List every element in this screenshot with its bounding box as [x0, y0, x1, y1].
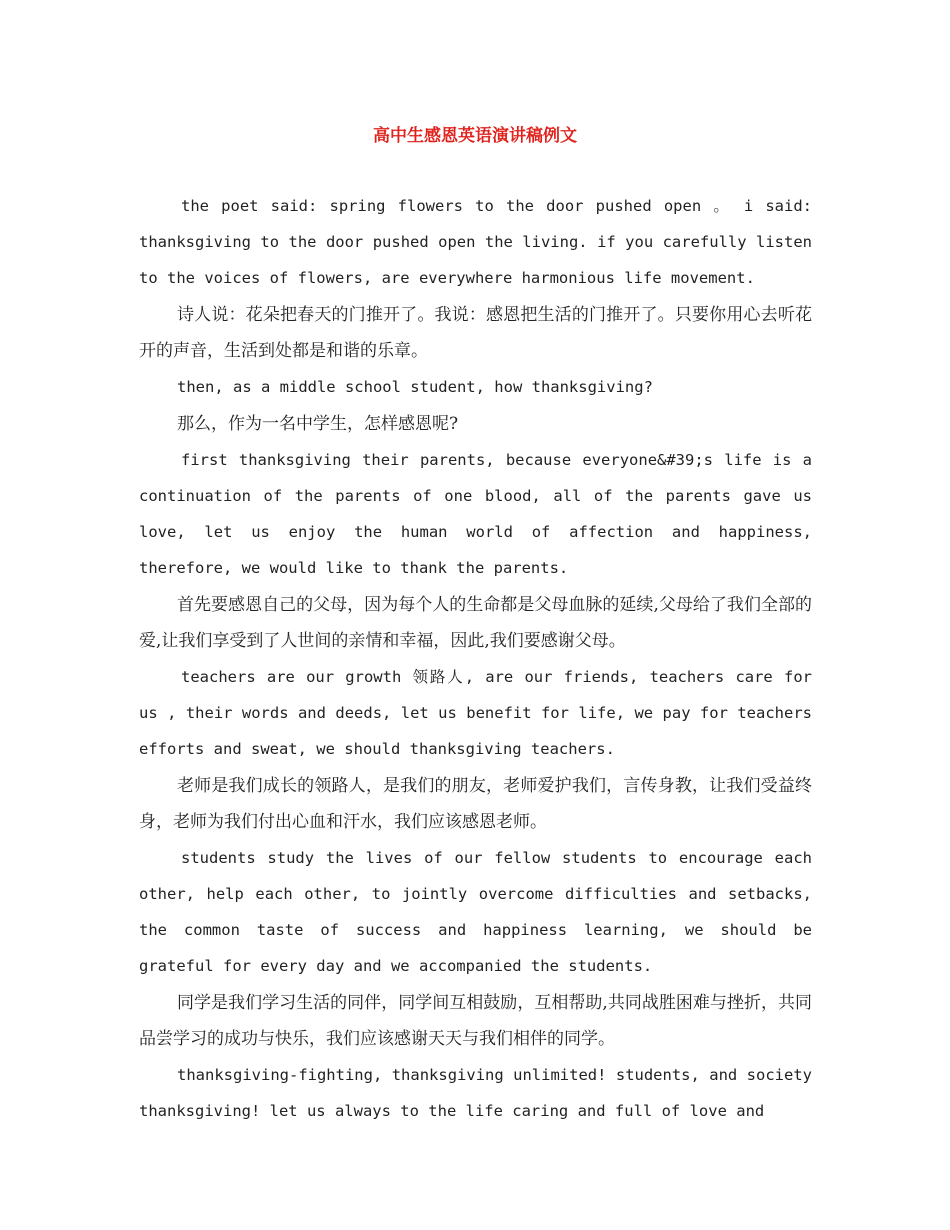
paragraph-en-6: thanksgiving-fighting, thanksgiving unlimited! students, and society thanksgiving! let us always to the life caring and full of love and	[139, 1066, 812, 1120]
paragraph-en-5: students study the lives of our fellow students to encourage each other, help each other, to jointly overcome difficulties and setbacks, the common taste of success and happiness learning, we should be grateful for every day and we accompanied the students.	[139, 849, 812, 975]
paragraph-en-3: first thanksgiving their parents, because everyone&#39;s life is a continuation of the parents of one blood, all of the parents gave us love, let us enjoy the human world of affection and happiness, therefore, we would like to thank the parents.	[139, 451, 812, 577]
paragraph-en-4: teachers are our growth 领路人, are our friends, teachers care for us , their words and deeds, let us benefit for life, we pay for teachers efforts and sweat, we should thanksgiving teachers.	[139, 668, 812, 758]
paragraph-cn-5: 同学是我们学习生活的同伴，同学间互相鼓励，互相帮助,共同战胜困难与挫折，共同品尝学习的成功与快乐，我们应该感谢天天与我们相伴的同学。	[139, 993, 812, 1049]
paragraph-cn-3: 首先要感恩自己的父母，因为每个人的生命都是父母血脉的延续,父母给了我们全部的爱,让我们享受到了人世间的亲情和幸福，因此,我们要感谢父母。	[139, 595, 812, 651]
document-body	[139, 188, 812, 1129]
paragraph-cn-1: 诗人说：花朵把春天的门推开了。我说：感恩把生活的门推开了。只要你用心去听花开的声音，生活到处都是和谐的乐章。	[139, 305, 812, 361]
paragraph-en-1: the poet said: spring flowers to the door pushed open 。 i said: thanksgiving to the door pushed open the living. if you carefully listen to the voices of flowers, are everywhere harmonious life movement.	[139, 197, 812, 287]
paragraph-en-2: then, as a middle school student, how thanksgiving?	[177, 378, 653, 396]
document-title: 高中生感恩英语演讲稿例文	[373, 126, 577, 146]
paragraph-cn-2: 那么，作为一名中学生，怎样感恩呢?	[177, 414, 459, 434]
paragraph-cn-4: 老师是我们成长的领路人，是我们的朋友，老师爱护我们，言传身教，让我们受益终身，老师为我们付出心血和汗水，我们应该感恩老师。	[139, 776, 812, 832]
